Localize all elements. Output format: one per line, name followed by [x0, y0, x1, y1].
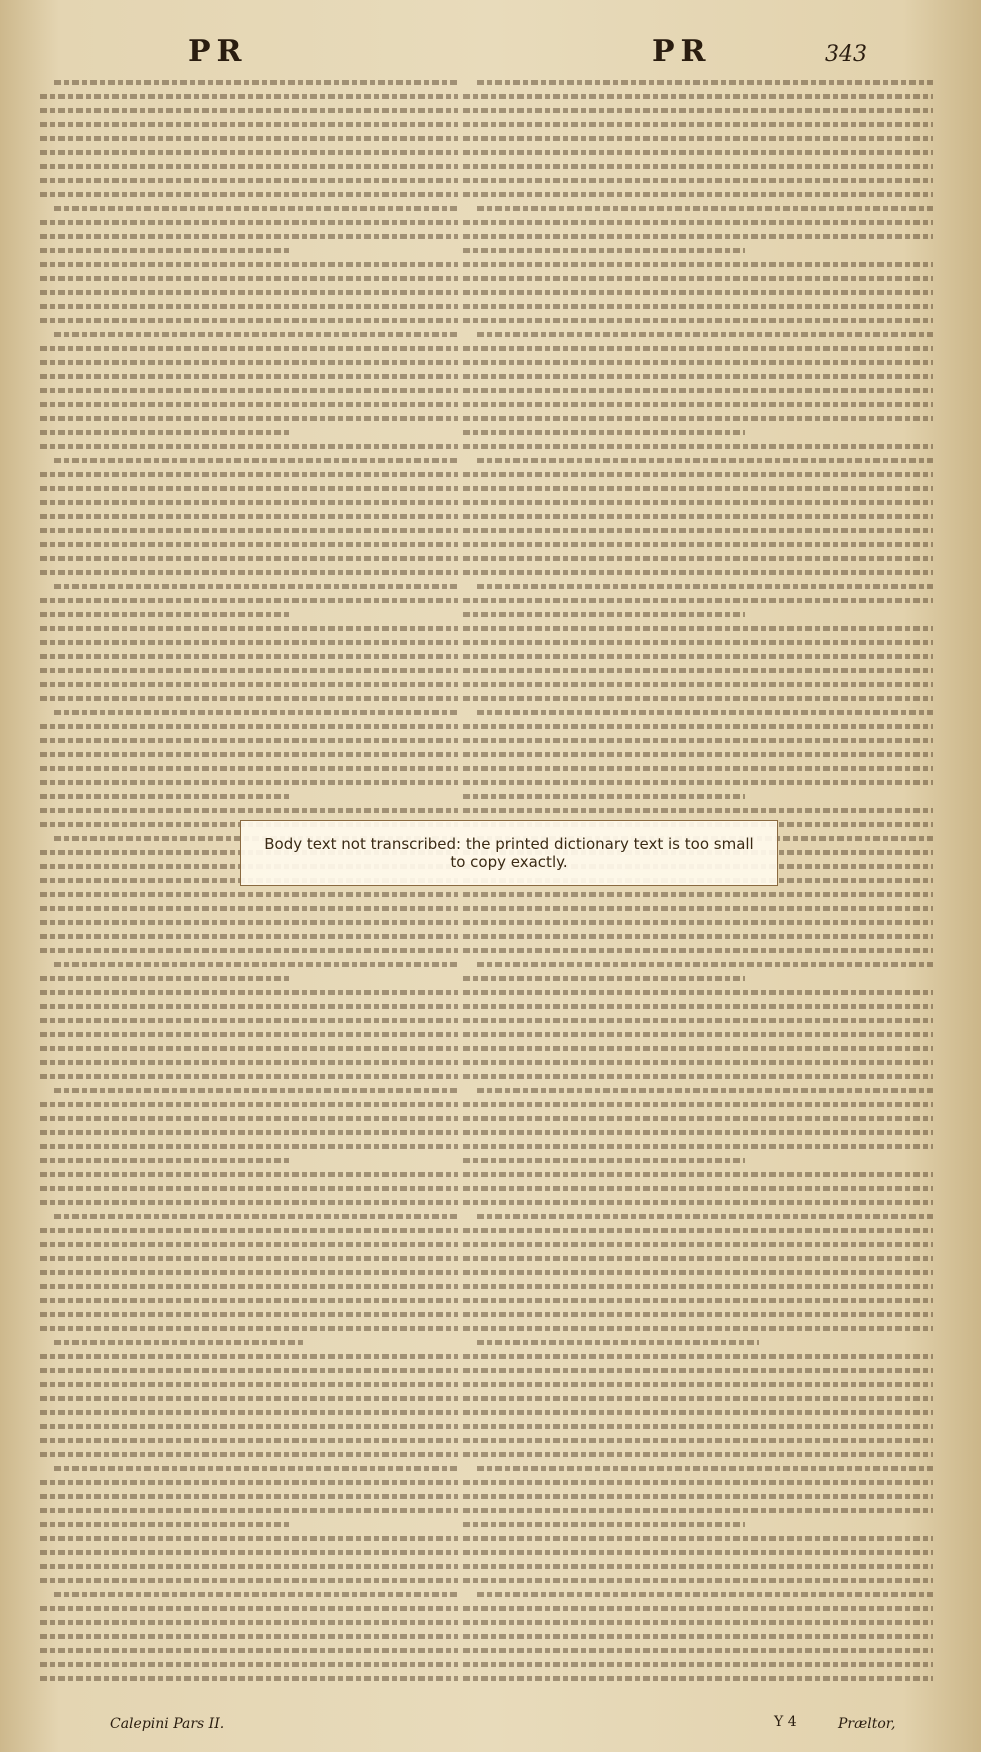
text-line-placeholder — [54, 1088, 458, 1093]
text-line-placeholder — [40, 1438, 458, 1443]
text-line-placeholder — [40, 948, 458, 953]
text-line-placeholder — [40, 920, 458, 925]
text-line-placeholder — [463, 556, 933, 561]
text-line-placeholder — [463, 1032, 933, 1037]
text-line-placeholder — [463, 1564, 933, 1569]
text-line-placeholder — [40, 752, 458, 757]
text-line-placeholder — [40, 934, 458, 939]
text-line-placeholder — [463, 262, 933, 267]
text-line-placeholder — [463, 290, 933, 295]
text-line-placeholder — [40, 1662, 458, 1667]
text-line-placeholder — [40, 1130, 458, 1135]
text-line-placeholder — [463, 1228, 933, 1233]
text-line-placeholder — [463, 640, 933, 645]
text-line-placeholder — [463, 430, 745, 435]
text-line-placeholder — [40, 150, 458, 155]
text-line-placeholder — [40, 1508, 458, 1513]
text-line-placeholder — [463, 612, 745, 617]
text-line-placeholder — [463, 304, 933, 309]
text-line-placeholder — [463, 752, 933, 757]
text-line-placeholder — [40, 486, 458, 491]
text-line-placeholder — [463, 682, 933, 687]
text-line-placeholder — [40, 1256, 458, 1261]
text-line-placeholder — [463, 1410, 933, 1415]
text-line-placeholder — [463, 668, 933, 673]
text-line-placeholder — [463, 360, 933, 365]
text-line-placeholder — [40, 1242, 458, 1247]
text-line-placeholder — [463, 990, 933, 995]
text-line-placeholder — [40, 1382, 458, 1387]
text-line-placeholder — [463, 1200, 933, 1205]
text-line-placeholder — [40, 248, 291, 253]
text-line-placeholder — [40, 1396, 458, 1401]
page-number: 343 — [825, 42, 867, 67]
text-line-placeholder — [54, 1214, 458, 1219]
text-line-placeholder — [463, 1004, 933, 1009]
text-line-placeholder — [40, 1564, 458, 1569]
text-line-placeholder — [40, 1298, 458, 1303]
page-footer — [0, 1712, 981, 1738]
text-line-placeholder — [40, 374, 458, 379]
text-line-placeholder — [463, 906, 933, 911]
text-line-placeholder — [40, 1634, 458, 1639]
text-line-placeholder — [40, 1200, 458, 1205]
text-line-placeholder — [40, 598, 458, 603]
text-line-placeholder — [54, 206, 458, 211]
text-line-placeholder — [477, 584, 933, 589]
text-line-placeholder — [477, 1466, 933, 1471]
text-line-placeholder — [40, 94, 458, 99]
text-line-placeholder — [463, 1326, 933, 1331]
text-line-placeholder — [40, 444, 458, 449]
text-line-placeholder — [463, 402, 933, 407]
text-line-placeholder — [463, 164, 933, 169]
text-line-placeholder — [463, 94, 933, 99]
text-line-placeholder — [463, 1270, 933, 1275]
text-line-placeholder — [54, 1592, 458, 1597]
text-line-placeholder — [477, 458, 933, 463]
text-line-placeholder — [463, 248, 745, 253]
text-line-placeholder — [463, 1256, 933, 1261]
text-line-placeholder — [463, 1536, 933, 1541]
text-line-placeholder — [40, 780, 458, 785]
text-line-placeholder — [463, 1060, 933, 1065]
text-line-placeholder — [463, 136, 933, 141]
text-line-placeholder — [463, 1186, 933, 1191]
text-line-placeholder — [477, 710, 933, 715]
text-line-placeholder — [54, 80, 458, 85]
text-line-placeholder — [477, 1592, 933, 1597]
text-line-placeholder — [40, 1410, 458, 1415]
text-line-placeholder — [463, 374, 933, 379]
text-line-placeholder — [463, 500, 933, 505]
text-line-placeholder — [463, 1354, 933, 1359]
text-line-placeholder — [463, 514, 933, 519]
text-line-placeholder — [463, 948, 933, 953]
catchword: Præltor, — [838, 1716, 896, 1732]
text-line-placeholder — [40, 192, 458, 197]
text-line-placeholder — [40, 1102, 458, 1107]
text-line-placeholder — [40, 304, 458, 309]
text-line-placeholder — [463, 528, 933, 533]
text-line-placeholder — [40, 1312, 458, 1317]
text-line-placeholder — [40, 220, 458, 225]
text-line-placeholder — [40, 388, 458, 393]
text-line-placeholder — [463, 1522, 745, 1527]
text-line-placeholder — [40, 1284, 458, 1289]
text-line-placeholder — [54, 710, 458, 715]
text-line-placeholder — [54, 332, 458, 337]
text-line-placeholder — [463, 976, 745, 981]
text-line-placeholder — [40, 1536, 458, 1541]
text-line-placeholder — [40, 514, 458, 519]
text-line-placeholder — [40, 1494, 458, 1499]
text-line-placeholder — [463, 598, 933, 603]
text-line-placeholder — [40, 500, 458, 505]
text-line-placeholder — [477, 1214, 933, 1219]
text-line-placeholder — [477, 962, 933, 967]
text-line-placeholder — [40, 1578, 458, 1583]
text-line-placeholder — [40, 430, 291, 435]
text-line-placeholder — [477, 80, 933, 85]
text-line-placeholder — [463, 1662, 933, 1667]
text-line-placeholder — [40, 976, 291, 981]
text-line-placeholder — [463, 808, 933, 813]
text-line-placeholder — [40, 402, 458, 407]
text-line-placeholder — [463, 626, 933, 631]
page-header — [0, 30, 981, 70]
text-line-placeholder — [463, 1578, 933, 1583]
text-line-placeholder — [463, 934, 933, 939]
text-line-placeholder — [463, 570, 933, 575]
text-line-placeholder — [40, 1326, 458, 1331]
text-line-placeholder — [463, 486, 933, 491]
text-line-placeholder — [40, 318, 458, 323]
running-head-left: PR — [188, 34, 248, 69]
text-line-placeholder — [40, 1074, 458, 1079]
text-line-placeholder — [463, 1606, 933, 1611]
text-line-placeholder — [463, 234, 933, 239]
text-line-placeholder — [40, 360, 458, 365]
text-line-placeholder — [463, 346, 933, 351]
gathering-mark: Y 4 — [774, 1714, 797, 1730]
text-line-placeholder — [40, 556, 458, 561]
text-line-placeholder — [463, 1074, 933, 1079]
transcription-notice: Body text not transcribed: the printed dictionary text is too small to copy exactly. — [240, 820, 778, 886]
text-line-placeholder — [463, 738, 933, 743]
text-line-placeholder — [40, 1452, 458, 1457]
text-line-placeholder — [40, 682, 458, 687]
text-line-placeholder — [463, 1452, 933, 1457]
left-column-text-placeholder — [40, 80, 458, 1700]
text-line-placeholder — [463, 1368, 933, 1373]
text-line-placeholder — [40, 1550, 458, 1555]
text-line-placeholder — [463, 178, 933, 183]
text-line-placeholder — [463, 276, 933, 281]
text-line-placeholder — [463, 1494, 933, 1499]
text-line-placeholder — [40, 626, 458, 631]
text-line-placeholder — [40, 1004, 458, 1009]
text-line-placeholder — [40, 1522, 291, 1527]
text-line-placeholder — [40, 794, 291, 799]
footer-signature: Calepini Pars II. — [110, 1716, 225, 1732]
text-line-placeholder — [40, 1018, 458, 1023]
text-line-placeholder — [463, 416, 933, 421]
text-line-placeholder — [54, 962, 458, 967]
text-line-placeholder — [40, 528, 458, 533]
text-line-placeholder — [463, 1102, 933, 1107]
text-line-placeholder — [40, 1648, 458, 1653]
text-line-placeholder — [463, 766, 933, 771]
text-line-placeholder — [463, 122, 933, 127]
text-line-placeholder — [40, 738, 458, 743]
text-line-placeholder — [463, 1298, 933, 1303]
text-line-placeholder — [463, 1116, 933, 1121]
text-line-placeholder — [40, 696, 458, 701]
text-line-placeholder — [40, 346, 458, 351]
text-line-placeholder — [40, 1116, 458, 1121]
text-line-placeholder — [40, 668, 458, 673]
text-line-placeholder — [463, 1172, 933, 1177]
text-line-placeholder — [463, 1018, 933, 1023]
text-line-placeholder — [477, 1088, 933, 1093]
text-line-placeholder — [40, 1424, 458, 1429]
text-line-placeholder — [463, 472, 933, 477]
text-line-placeholder — [463, 220, 933, 225]
text-line-placeholder — [463, 1144, 933, 1149]
text-line-placeholder — [463, 388, 933, 393]
text-line-placeholder — [40, 276, 458, 281]
text-line-placeholder — [477, 332, 933, 337]
text-line-placeholder — [463, 542, 933, 547]
text-line-placeholder — [463, 1284, 933, 1289]
text-line-placeholder — [40, 1270, 458, 1275]
text-line-placeholder — [463, 1634, 933, 1639]
text-line-placeholder — [40, 290, 458, 295]
text-line-placeholder — [40, 122, 458, 127]
text-line-placeholder — [463, 1676, 933, 1681]
text-line-placeholder — [463, 1396, 933, 1401]
text-line-placeholder — [40, 640, 458, 645]
text-line-placeholder — [54, 458, 458, 463]
text-line-placeholder — [463, 1648, 933, 1653]
text-line-placeholder — [477, 1340, 759, 1345]
running-head-right: PR — [652, 34, 712, 69]
text-line-placeholder — [40, 1158, 291, 1163]
text-line-placeholder — [40, 808, 458, 813]
text-line-placeholder — [463, 892, 933, 897]
text-line-placeholder — [40, 164, 458, 169]
text-line-placeholder — [40, 1676, 458, 1681]
text-line-placeholder — [463, 1046, 933, 1051]
text-line-placeholder — [40, 1046, 458, 1051]
text-line-placeholder — [463, 1480, 933, 1485]
text-line-placeholder — [463, 318, 933, 323]
text-line-placeholder — [40, 724, 458, 729]
left-column — [40, 80, 458, 1700]
text-line-placeholder — [40, 990, 458, 995]
text-line-placeholder — [463, 696, 933, 701]
text-line-placeholder — [40, 472, 458, 477]
text-line-placeholder — [40, 906, 458, 911]
text-line-placeholder — [40, 1186, 458, 1191]
right-column — [463, 80, 933, 1700]
right-column-text-placeholder — [463, 80, 933, 1700]
text-line-placeholder — [40, 1606, 458, 1611]
text-line-placeholder — [463, 1312, 933, 1317]
text-line-placeholder — [463, 780, 933, 785]
text-line-placeholder — [463, 1242, 933, 1247]
text-line-placeholder — [40, 766, 458, 771]
text-line-placeholder — [40, 1368, 458, 1373]
text-line-placeholder — [54, 1340, 305, 1345]
text-line-placeholder — [463, 1620, 933, 1625]
text-line-placeholder — [463, 1438, 933, 1443]
text-line-placeholder — [40, 1354, 458, 1359]
text-line-placeholder — [40, 612, 291, 617]
text-line-placeholder — [463, 150, 933, 155]
text-line-placeholder — [54, 584, 458, 589]
text-line-placeholder — [40, 234, 458, 239]
text-line-placeholder — [40, 892, 458, 897]
text-line-placeholder — [40, 108, 458, 113]
text-line-placeholder — [40, 654, 458, 659]
text-line-placeholder — [463, 1550, 933, 1555]
text-line-placeholder — [54, 1466, 458, 1471]
text-line-placeholder — [477, 206, 933, 211]
text-line-placeholder — [40, 1172, 458, 1177]
text-line-placeholder — [40, 1032, 458, 1037]
text-line-placeholder — [40, 570, 458, 575]
text-line-placeholder — [40, 1480, 458, 1485]
text-line-placeholder — [40, 136, 458, 141]
text-line-placeholder — [463, 654, 933, 659]
text-line-placeholder — [40, 178, 458, 183]
text-line-placeholder — [463, 794, 745, 799]
text-line-placeholder — [40, 1060, 458, 1065]
text-line-placeholder — [40, 1620, 458, 1625]
text-line-placeholder — [463, 1130, 933, 1135]
text-line-placeholder — [463, 108, 933, 113]
text-line-placeholder — [40, 1144, 458, 1149]
text-line-placeholder — [40, 1228, 458, 1233]
text-line-placeholder — [463, 1508, 933, 1513]
text-line-placeholder — [40, 416, 458, 421]
text-line-placeholder — [463, 1158, 745, 1163]
text-line-placeholder — [463, 1424, 933, 1429]
text-line-placeholder — [463, 724, 933, 729]
text-line-placeholder — [40, 262, 458, 267]
text-line-placeholder — [463, 1382, 933, 1387]
text-line-placeholder — [40, 542, 458, 547]
text-line-placeholder — [463, 192, 933, 197]
text-line-placeholder — [463, 444, 933, 449]
text-line-placeholder — [463, 920, 933, 925]
